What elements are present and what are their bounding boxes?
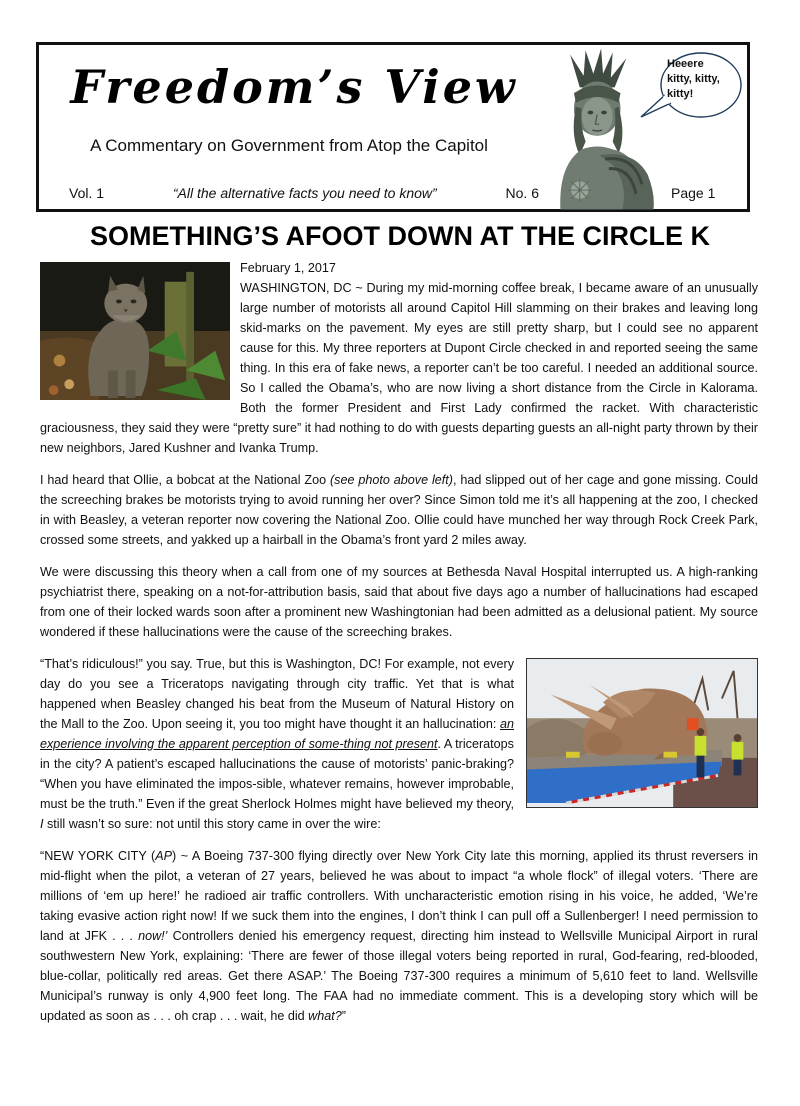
speech-bubble-text — [667, 57, 743, 102]
text-span: ) ~ A Boeing 737-300 flying directly over New York City late this morning, applied its thrust reversers in mid-flight when the pilot, a veteran of 27 years, believed he was about to impact “a whole flock” of illegal voters. ‘There are millions of ‘em up here!’ he radioed air traffic controllers. With uncharacteristic emotion rising in his voice, he added, ‘We’re taking evasive action right now! If we suck them into the engines, I don’t think I can pull off a Sullenberger! I need permission to land at JFK . . . — [40, 849, 759, 943]
text-span: great Sherlock Holmes might have believed my theory, — [209, 797, 515, 811]
bubble-line: kitty, kitty, — [667, 73, 720, 85]
newspaper-title: Freedom’s View — [70, 60, 518, 114]
text-line: unusually large number of motorists all around Capitol Hill slamming on their brakes — [240, 281, 758, 315]
bubble-line: kitty! — [667, 88, 694, 100]
emphasis: I — [40, 817, 44, 831]
text-line: a short distance from the Circle in Kalorama. Both the former President and First Lady — [240, 381, 759, 415]
paragraph-1-continued: confirmed the racket. With characteristic graciousness, they said they were “pretty sure” it had nothing to do with guests departing guests an all-night party thrown by their new neighbors, Jared Kushner and Ivanka Trump. — [40, 401, 758, 455]
article-headline: SOMETHING’S AFOOT DOWN AT THE CIRCLE K — [90, 221, 710, 251]
bobcat-photo — [40, 262, 230, 400]
text-line: and reported seeing the same thing. In this era of fake news, a reporter can’t be too — [240, 341, 758, 375]
text-line: WASHINGTON, DC ~ During my mid-morning coffee break, I became aware of an — [240, 281, 701, 295]
hallucination-definition: an experience involving the apparent perception of some-thing not present — [40, 717, 514, 751]
triceratops-photo — [526, 658, 758, 808]
text-span: I had heard that Ollie, a bobcat at the National Zoo — [40, 473, 330, 487]
text-span: Controllers denied his emergency request, directing him instead to Wellsville Municipal Airport in rural southwestern New York, explaining: ‘There are fewer of those illegal voters being reported in rural, God-fearing, red-blooded, blue-collar, politically red areas. Get there ASAP.’ The Boeing 737-300 requires a minimum of 5,610 feet to land. Wellsville Municipal’s runway is only 4,900 feet long. The FAA had no immediate comment. This is a developing story which will be updated as soon as . . . oh crap . . . wait, he did — [40, 929, 758, 1023]
text-span: , had slipped out of her cage and gone missing. Could the screeching brakes be motorists trying to avoid running her over? Since Simon told me it’s all happening at the zoo, I checked in with Beasley, a veteran reporter now covering the National Zoo. Ollie could have munched her way through Rock Creek Park, crossed some streets, and yakked up a hairball in the Obama’s front yard 2 miles away. — [40, 473, 758, 547]
article-date: February 1, 2017 — [240, 261, 336, 275]
paragraph-2 — [40, 470, 758, 550]
page-number: Page 1 — [671, 185, 716, 201]
text-span: “That’s ridiculous!” you say. True, but this is Washington, DC! For example, not every day do you see a Triceratops navigating through city traffic. Yet that is what happened when Beasley changed his beat from the Museum of Natural History on the Mall to the Zoo. Upon seeing it, you too might have thought it an hallucination: — [40, 657, 514, 731]
emphasis: what? — [308, 1009, 342, 1023]
newspaper-subtitle: A Commentary on Government from Atop the Capitol — [90, 136, 488, 155]
article-body — [40, 258, 758, 1026]
text-span: ” — [341, 1009, 346, 1023]
paragraph-5-wire-story — [40, 846, 758, 1026]
bubble-line: Heeere — [667, 58, 704, 70]
volume-number: Vol. 1 — [69, 185, 105, 201]
text-span: . A triceratops in the city? A patient’s escaped hallucinations the cause of motorists’ panic-braking? “When you have eliminated the impos-sible, whatever remains, however improbable, must be the truth.” Even if the — [40, 737, 514, 811]
issue-number: No. 6 — [505, 185, 539, 201]
text-line: and leaving long skid-marks on the pavement. My eyes are still pretty sharp, but I — [240, 301, 759, 335]
tagline: “All the alternative facts you need to know” — [172, 185, 437, 201]
emphasis: now!’ — [138, 929, 168, 943]
text-line: careful. I needed an additional source. So I called the Obama’s, who are now living — [240, 361, 758, 395]
paragraph-3: We were discussing this theory when a call from one of my sources at Bethesda Naval Hospital interrupted us. A high-ranking psychiatrist there, speaking on a not-for-attribution basis, said that about five days ago a number of hallucinations had escaped from one of their locked wards soon after a prominent new Washingtonian had been admitted as a delusional patient. My source wondered if these hallucinations were the cause of the screeching brakes. — [40, 565, 758, 639]
text-span: “NEW YORK CITY ( — [40, 849, 156, 863]
masthead-footer — [69, 183, 539, 203]
text-line: could see no apparent cause for this. My three reporters at Dupont Circle checked in — [240, 321, 759, 355]
text-span: still wasn’t so sure: not until this story came in over the wire: — [43, 817, 381, 831]
photo-reference: (see photo above left) — [329, 473, 453, 487]
wire-source: AP — [155, 849, 172, 863]
masthead — [36, 42, 750, 212]
